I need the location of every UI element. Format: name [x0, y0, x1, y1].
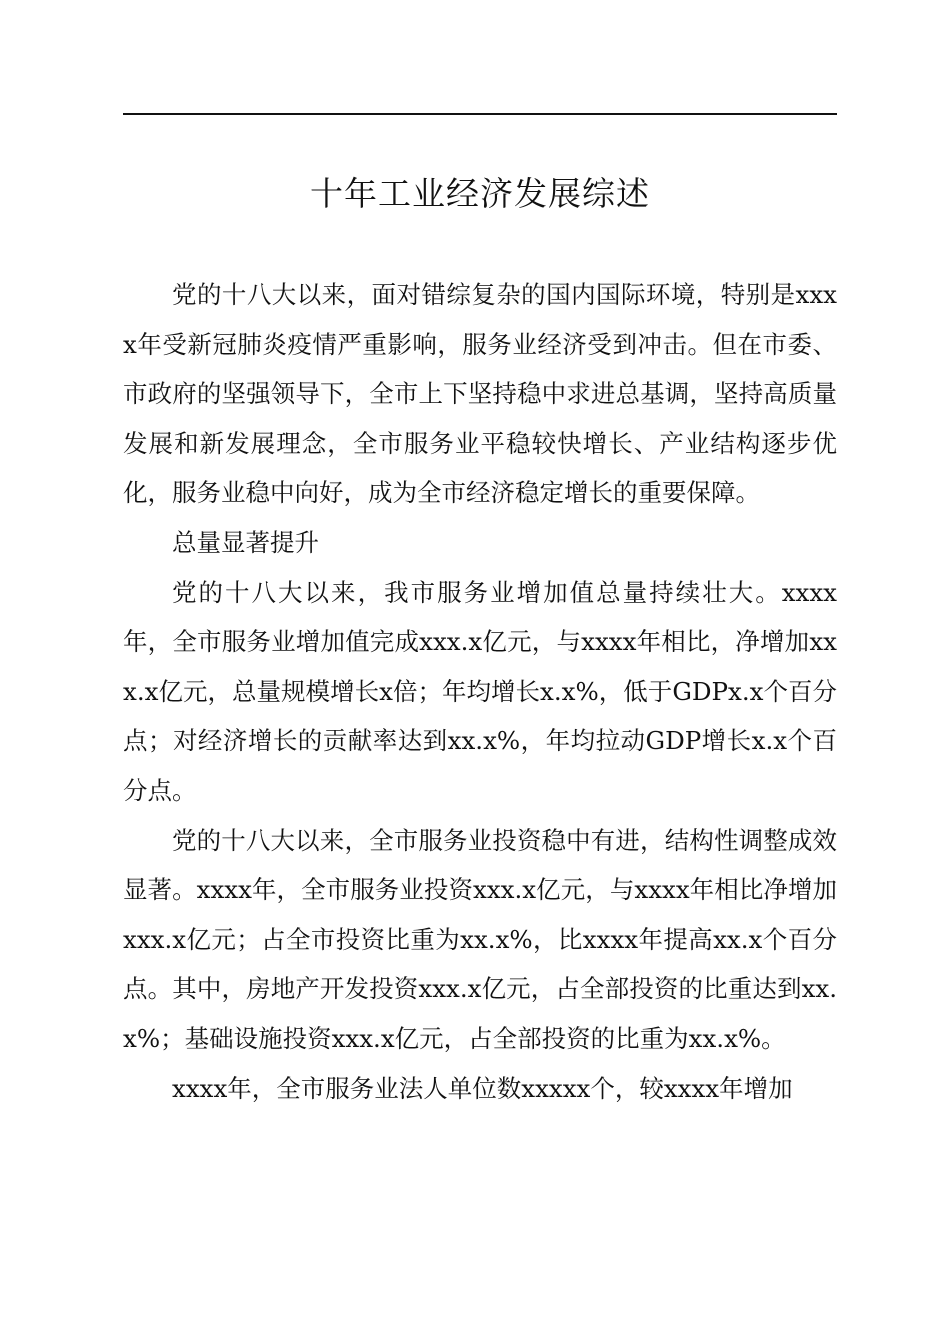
paragraph-value-added: 党的十八大以来，我市服务业增加值总量持续壮大。xxxx年，全市服务业增加值完成xxx.x亿元，与xxxx年相比，净增加xxx.x亿元，总量规模增长x倍；年均增长x.x%，低于GDPx.x个百分点；对经济增长的贡献率达到xx.x%，年均拉动GDP增长x.x个百分点。 [123, 577, 837, 805]
paragraph-intro: 党的十八大以来，面对错综复杂的国内国际环境，特别是xxxx年受新冠肺炎疫情严重影响，服务业经济受到冲击。但在市委、市政府的坚强领导下，全市上下坚持稳中求进总基调，坚持高质量发展和新发展理念，全市服务业平稳较快增长、产业结构逐步优化，服务业稳中向好，成为全市经济稳定增长的重要保障。 [123, 280, 837, 508]
document-title: 十年工业经济发展综述 [310, 174, 650, 213]
paragraph-legal-entities: xxxx年，全市服务业法人单位数xxxxx个，较xxxx年增加 [172, 1073, 793, 1103]
section-heading-total: 总量显著提升 [172, 527, 319, 557]
header-rule [123, 113, 837, 115]
document-body [123, 270, 837, 1113]
paragraph-investment: 党的十八大以来，全市服务业投资稳中有进，结构性调整成效显著。xxxx年，全市服务业投资xxx.x亿元，与xxxx年相比净增加xxx.x亿元；占全市投资比重为xx.x%，比xxxx年提高xx.x个百分点。其中，房地产开发投资xxx.x亿元，占全部投资的比重达到xx.x%；基础设施投资xxx.x亿元，占全部投资的比重为xx.x%。 [123, 825, 837, 1053]
